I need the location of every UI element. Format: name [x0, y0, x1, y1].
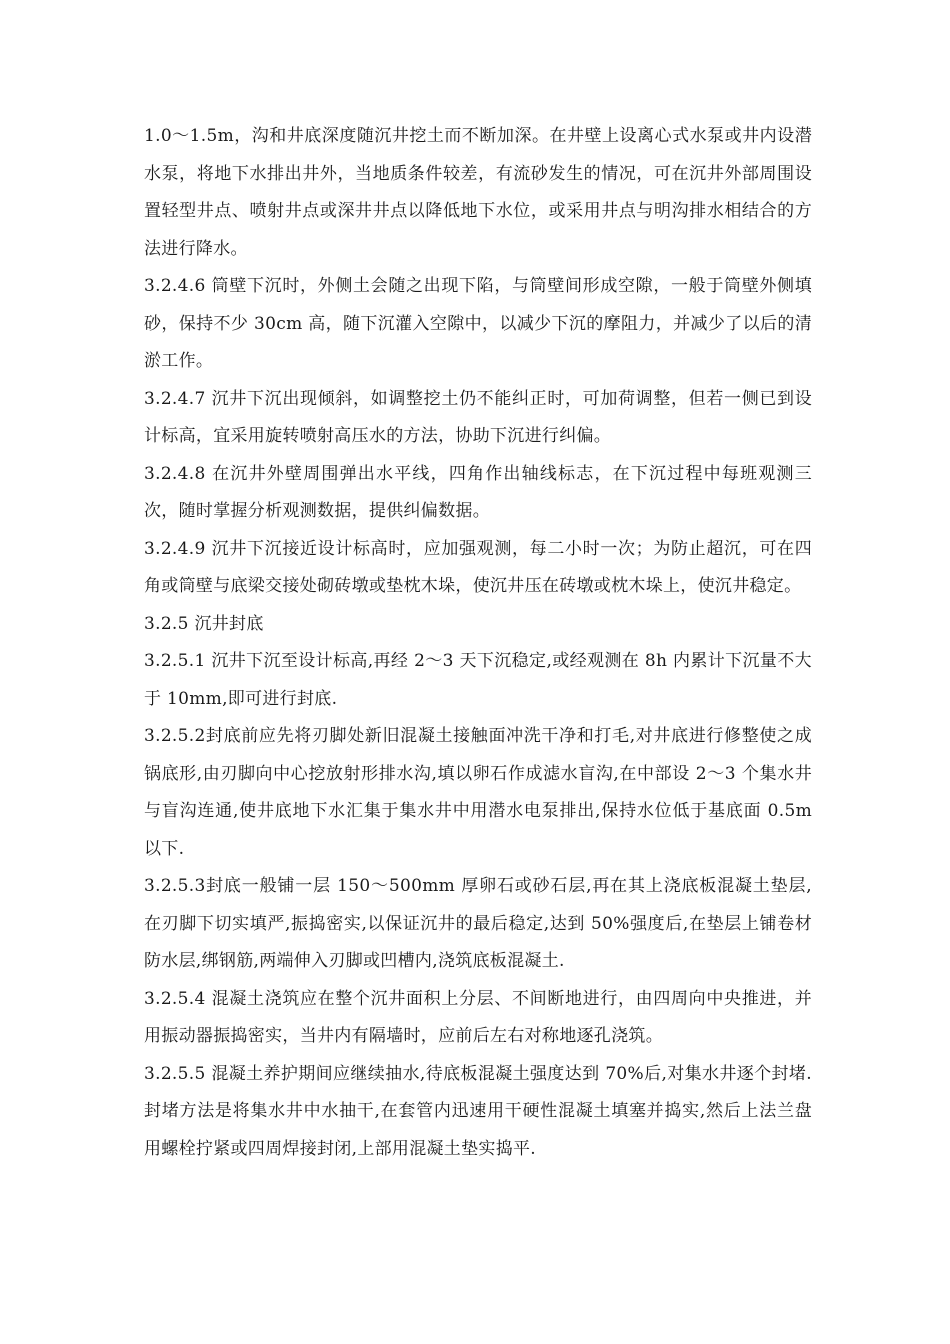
paragraph-3-2-4-6: 3.2.4.6 筒壁下沉时，外侧土会随之出现下陷，与筒壁间形成空隙，一般于筒壁外侧填砂，保持不少 30cm 高，随下沉灌入空隙中，以减少下沉的摩阻力，并减少了以后的清淤工作。 — [144, 276, 812, 371]
section-heading-3-2-5: 3.2.5 沉井封底 — [144, 613, 264, 634]
paragraph-3-2-4-7: 3.2.4.7 沉井下沉出现倾斜，如调整挖土仍不能纠正时，可加荷调整，但若一侧已到设计标高，宜采用旋转喷射高压水的方法，协助下沉进行纠偏。 — [144, 388, 812, 446]
document-body — [144, 118, 812, 1168]
paragraph-intro-dewatering: 1.0～1.5m，沟和井底深度随沉井挖土而不断加深。在井壁上设离心式水泵或井内设潜水泵，将地下水排出井外，当地质条件较差，有流砂发生的情况，可在沉井外部周围设置轻型井点、喷射井点或深井井点以降低地下水位，或采用井点与明沟排水相结合的方法进行降水。 — [144, 126, 812, 259]
paragraph-3-2-5-3: 3.2.5.3封底一般铺一层 150～500mm 厚卵石或砂石层,再在其上浇底板混凝土垫层,在刃脚下切实填严,振捣密实,以保证沉井的最后稳定,达到 50%强度后,在垫层上铺卷材防水层,绑钢筋,两端伸入刃脚或凹槽内,浇筑底板混凝土. — [144, 876, 812, 971]
paragraph-3-2-4-8: 3.2.4.8 在沉井外壁周围弹出水平线，四角作出轴线标志，在下沉过程中每班观测三次，随时掌握分析观测数据，提供纠偏数据。 — [144, 463, 812, 521]
paragraph-3-2-4-9: 3.2.4.9 沉井下沉接近设计标高时，应加强观测，每二小时一次；为防止超沉，可在四角或筒壁与底梁交接处砌砖墩或垫枕木垛，使沉井压在砖墩或枕木垛上，使沉井稳定。 — [144, 538, 812, 596]
paragraph-3-2-5-2: 3.2.5.2封底前应先将刃脚处新旧混凝土接触面冲洗干净和打毛,对井底进行修整使之成锅底形,由刃脚向中心挖放射形排水沟,填以卵石作成滤水盲沟,在中部设 2～3 个集水井与盲沟连通,使井底地下水汇集于集水井中用潜水电泵排出,保持水位低于基底面 0.5m 以下. — [144, 726, 812, 859]
paragraph-3-2-5-1: 3.2.5.1 沉井下沉至设计标高,再经 2～3 天下沉稳定,或经观测在 8h 内累计下沉量不大于 10mm,即可进行封底. — [144, 651, 812, 709]
paragraph-3-2-5-5: 3.2.5.5 混凝土养护期间应继续抽水,待底板混凝土强度达到 70%后,对集水井逐个封堵.封堵方法是将集水井中水抽干,在套管内迅速用干硬性混凝土填塞并捣实,然后上法兰盘用螺栓拧紧或四周焊接封闭,上部用混凝土垫实捣平. — [144, 1063, 812, 1159]
paragraph-3-2-5-4: 3.2.5.4 混凝土浇筑应在整个沉井面积上分层、不间断地进行，由四周向中央推进，并用振动器振捣密实，当井内有隔墙时，应前后左右对称地逐孔浇筑。 — [144, 988, 812, 1046]
